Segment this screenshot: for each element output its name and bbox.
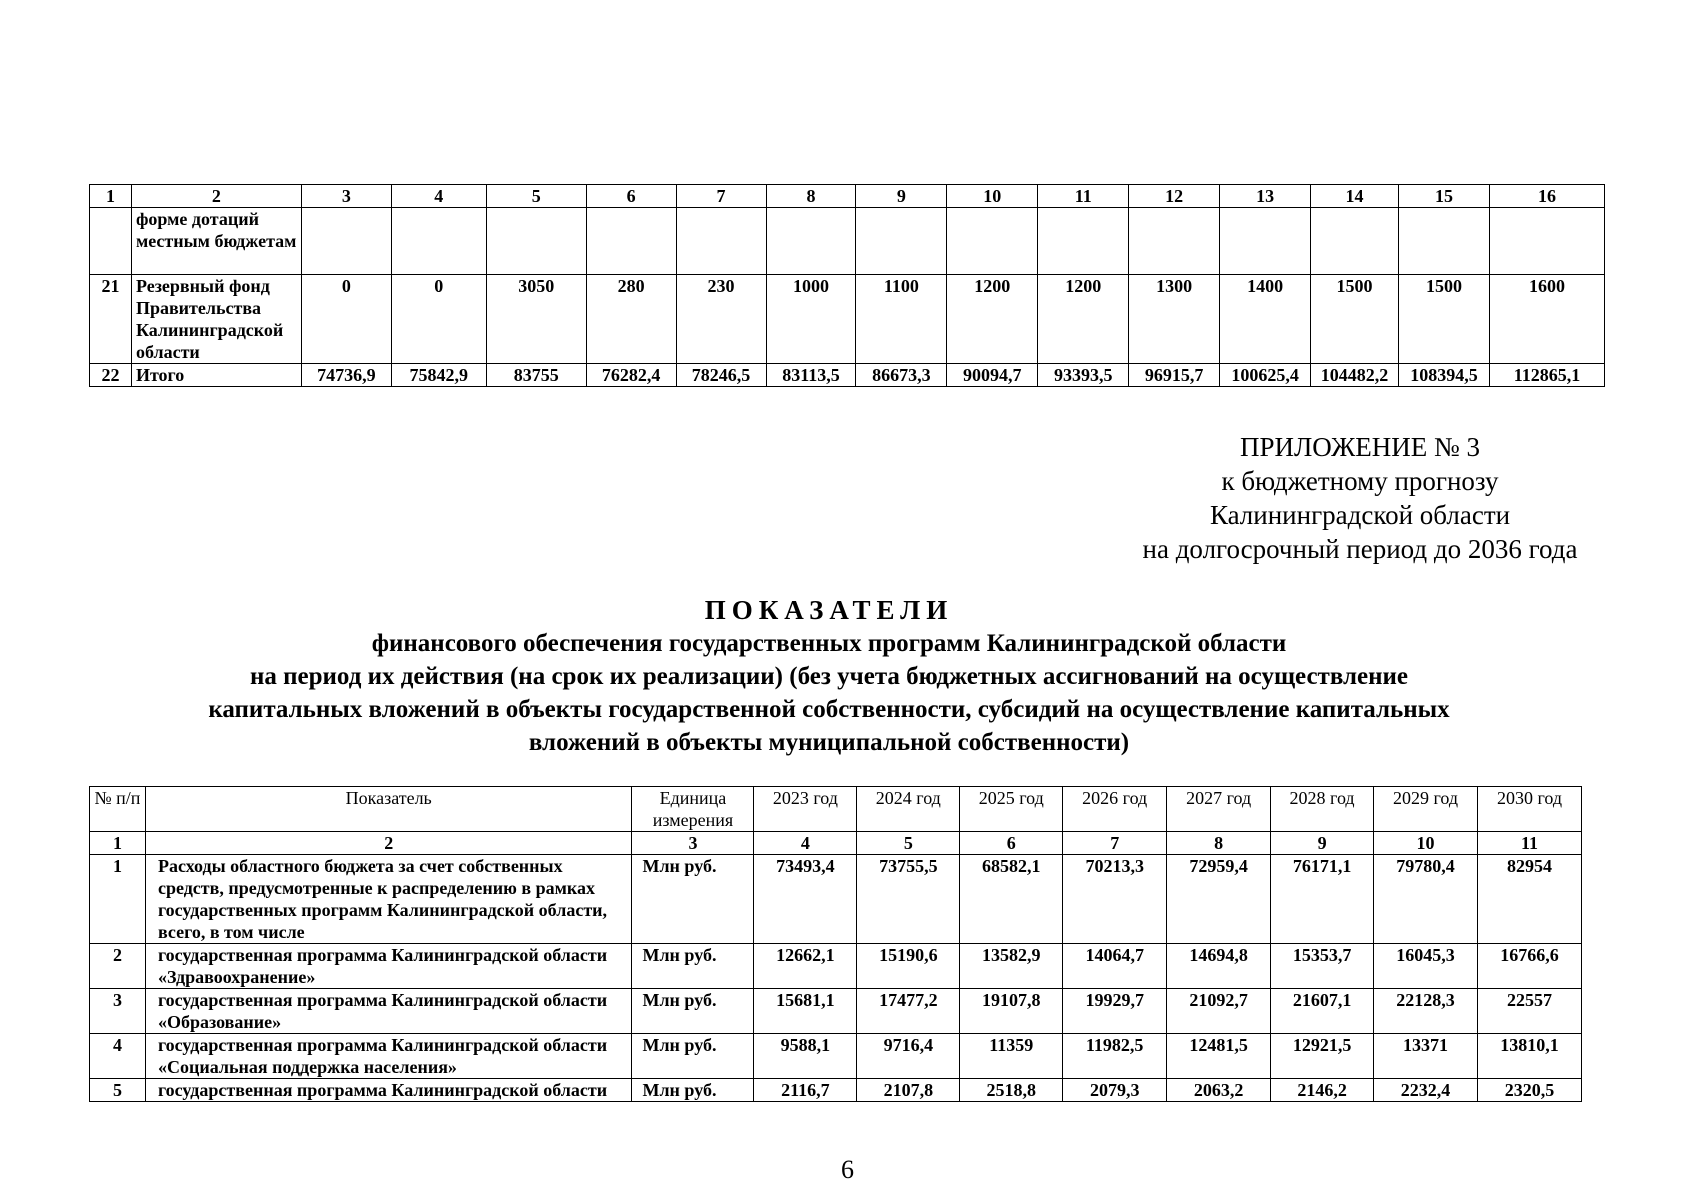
- value-cell: 0: [301, 275, 391, 364]
- value-cell: 1300: [1129, 275, 1220, 364]
- column-number: 8: [1167, 832, 1271, 855]
- value-cell: 74736,9: [301, 364, 391, 387]
- value-cell: 12481,5: [1167, 1034, 1271, 1079]
- continuation-table-body: [90, 185, 1605, 387]
- column-number: 5: [486, 185, 586, 208]
- appendix-line: на долгосрочный период до 2036 года: [1142, 534, 1578, 564]
- value-cell: [1220, 208, 1311, 275]
- value-cell: [301, 208, 391, 275]
- column-number: 1: [90, 185, 132, 208]
- column-number: 7: [1063, 832, 1167, 855]
- column-number: 9: [856, 185, 947, 208]
- value-cell: 90094,7: [947, 364, 1038, 387]
- value-cell: [1399, 208, 1490, 275]
- header-year: 2028 год: [1271, 787, 1374, 832]
- value-cell: 2079,3: [1063, 1079, 1167, 1102]
- value-cell: [1129, 208, 1220, 275]
- value-cell: 1000: [766, 275, 856, 364]
- document-heading: [89, 593, 1569, 759]
- value-cell: 1600: [1489, 275, 1604, 364]
- column-number: 4: [754, 832, 857, 855]
- column-number: 11: [1477, 832, 1581, 855]
- value-cell: 1500: [1311, 275, 1399, 364]
- value-cell: [947, 208, 1038, 275]
- value-cell: [766, 208, 856, 275]
- value-cell: 86673,3: [856, 364, 947, 387]
- row-label: Расходы областного бюджета за счет собственных средств, предусмотренные к распределению в рамках государственных программ Калининградской области, всего, в том числе: [145, 855, 632, 944]
- value-cell: 9716,4: [857, 1034, 960, 1079]
- heading-title: ПОКАЗАТЕЛИ: [704, 595, 954, 625]
- header-indicator: Показатель: [145, 787, 632, 832]
- value-cell: 17477,2: [857, 989, 960, 1034]
- column-number: 2: [131, 185, 301, 208]
- value-cell: 15681,1: [754, 989, 857, 1034]
- value-cell: 12662,1: [754, 944, 857, 989]
- page-number: 6: [841, 1155, 854, 1184]
- column-number: 4: [391, 185, 486, 208]
- table-row: [90, 944, 1582, 989]
- appendix-line: Калининградской области: [1209, 500, 1511, 530]
- header-num: № п/п: [90, 787, 146, 832]
- column-number: 10: [947, 185, 1038, 208]
- value-cell: [1489, 208, 1604, 275]
- row-label: форме дотаций местным бюджетам: [131, 208, 301, 275]
- value-cell: 11982,5: [1063, 1034, 1167, 1079]
- header-year: 2030 год: [1477, 787, 1581, 832]
- row-number: 1: [90, 855, 146, 944]
- value-cell: 13582,9: [960, 944, 1063, 989]
- header-year: 2024 год: [857, 787, 960, 832]
- table-row: [90, 275, 1605, 364]
- header-row: [90, 787, 1582, 832]
- value-cell: 19107,8: [960, 989, 1063, 1034]
- value-cell: 104482,2: [1311, 364, 1399, 387]
- value-cell: 70213,3: [1063, 855, 1167, 944]
- row-label: государственная программа Калининградской области: [145, 1079, 632, 1102]
- value-cell: 2320,5: [1477, 1079, 1581, 1102]
- value-cell: 13810,1: [1477, 1034, 1581, 1079]
- row-label: государственная программа Калининградской области «Здравоохранение»: [145, 944, 632, 989]
- table-row: [90, 1034, 1582, 1079]
- indicators-table-header: [90, 787, 1582, 832]
- header-year: 2026 год: [1063, 787, 1167, 832]
- value-cell: 73493,4: [754, 855, 857, 944]
- column-number: 12: [1129, 185, 1220, 208]
- row-unit: Млн руб.: [632, 944, 754, 989]
- value-cell: [676, 208, 766, 275]
- heading-line: капитальных вложений в объекты государственной собственности, субсидий на осуществление капитальных: [208, 696, 1450, 723]
- column-number: 3: [301, 185, 391, 208]
- value-cell: 73755,5: [857, 855, 960, 944]
- value-cell: 21092,7: [1167, 989, 1271, 1034]
- column-number: 2: [145, 832, 632, 855]
- indicators-table-body: [90, 832, 1582, 1102]
- value-cell: [1038, 208, 1129, 275]
- heading-line: на период их действия (на срок их реализации) (без учета бюджетных ассигнований на осуществление: [249, 663, 1409, 690]
- value-cell: 72959,4: [1167, 855, 1271, 944]
- value-cell: 14064,7: [1063, 944, 1167, 989]
- value-cell: 2116,7: [754, 1079, 857, 1102]
- header-year: 2027 год: [1167, 787, 1271, 832]
- appendix-block: [1100, 430, 1620, 566]
- value-cell: [1311, 208, 1399, 275]
- value-cell: 280: [586, 275, 676, 364]
- value-cell: 2063,2: [1167, 1079, 1271, 1102]
- column-number: 14: [1311, 185, 1399, 208]
- row-number: 21: [90, 275, 132, 364]
- value-cell: 21607,1: [1271, 989, 1374, 1034]
- column-number: 5: [857, 832, 960, 855]
- value-cell: 76282,4: [586, 364, 676, 387]
- value-cell: 16766,6: [1477, 944, 1581, 989]
- value-cell: 2107,8: [857, 1079, 960, 1102]
- value-cell: 83113,5: [766, 364, 856, 387]
- row-number: 4: [90, 1034, 146, 1079]
- value-cell: 76171,1: [1271, 855, 1374, 944]
- column-number: 9: [1271, 832, 1374, 855]
- value-cell: 108394,5: [1399, 364, 1490, 387]
- value-cell: 15353,7: [1271, 944, 1374, 989]
- value-cell: 1200: [1038, 275, 1129, 364]
- value-cell: 11359: [960, 1034, 1063, 1079]
- value-cell: 16045,3: [1374, 944, 1478, 989]
- row-number: 5: [90, 1079, 146, 1102]
- value-cell: [856, 208, 947, 275]
- value-cell: 100625,4: [1220, 364, 1311, 387]
- row-number: 22: [90, 364, 132, 387]
- value-cell: 112865,1: [1489, 364, 1604, 387]
- value-cell: [391, 208, 486, 275]
- header-year: 2025 год: [960, 787, 1063, 832]
- continuation-table: [89, 184, 1605, 387]
- value-cell: 1100: [856, 275, 947, 364]
- value-cell: 2146,2: [1271, 1079, 1374, 1102]
- row-unit: Млн руб.: [632, 989, 754, 1034]
- value-cell: 75842,9: [391, 364, 486, 387]
- column-number: 16: [1489, 185, 1604, 208]
- value-cell: 13371: [1374, 1034, 1478, 1079]
- column-number: 13: [1220, 185, 1311, 208]
- header-unit: Единица измерения: [632, 787, 754, 832]
- row-label: Резервный фонд Правительства Калининградской области: [131, 275, 301, 364]
- value-cell: 12921,5: [1271, 1034, 1374, 1079]
- value-cell: [586, 208, 676, 275]
- column-number-row: [90, 832, 1582, 855]
- value-cell: 79780,4: [1374, 855, 1478, 944]
- value-cell: [486, 208, 586, 275]
- value-cell: 68582,1: [960, 855, 1063, 944]
- column-number-row: [90, 185, 1605, 208]
- row-number: [90, 208, 132, 275]
- value-cell: 14694,8: [1167, 944, 1271, 989]
- value-cell: 15190,6: [857, 944, 960, 989]
- row-unit: Млн руб.: [632, 1079, 754, 1102]
- row-unit: Млн руб.: [632, 855, 754, 944]
- row-label: государственная программа Калининградской области «Социальная поддержка населения»: [145, 1034, 632, 1079]
- value-cell: 22557: [1477, 989, 1581, 1034]
- value-cell: 2518,8: [960, 1079, 1063, 1102]
- column-number: 11: [1038, 185, 1129, 208]
- header-year: 2023 год: [754, 787, 857, 832]
- table-row: [90, 989, 1582, 1034]
- table-row: [90, 855, 1582, 944]
- value-cell: 230: [676, 275, 766, 364]
- value-cell: 83755: [486, 364, 586, 387]
- column-number: 6: [586, 185, 676, 208]
- value-cell: 1200: [947, 275, 1038, 364]
- value-cell: 22128,3: [1374, 989, 1478, 1034]
- row-unit: Млн руб.: [632, 1034, 754, 1079]
- value-cell: 0: [391, 275, 486, 364]
- row-number: 2: [90, 944, 146, 989]
- value-cell: 1400: [1220, 275, 1311, 364]
- value-cell: 19929,7: [1063, 989, 1167, 1034]
- column-number: 7: [676, 185, 766, 208]
- value-cell: 3050: [486, 275, 586, 364]
- heading-line: финансового обеспечения государственных программ Калининградской области: [371, 630, 1287, 657]
- value-cell: 78246,5: [676, 364, 766, 387]
- row-label: государственная программа Калининградской области «Образование»: [145, 989, 632, 1034]
- column-number: 8: [766, 185, 856, 208]
- header-year: 2029 год: [1374, 787, 1478, 832]
- value-cell: 96915,7: [1129, 364, 1220, 387]
- column-number: 1: [90, 832, 146, 855]
- value-cell: 93393,5: [1038, 364, 1129, 387]
- appendix-line: ПРИЛОЖЕНИЕ № 3: [1239, 432, 1481, 462]
- value-cell: 9588,1: [754, 1034, 857, 1079]
- column-number: 15: [1399, 185, 1490, 208]
- row-number: 3: [90, 989, 146, 1034]
- table-row: [90, 364, 1605, 387]
- table-row: [90, 208, 1605, 275]
- appendix-line: к бюджетному прогнозу: [1221, 466, 1499, 496]
- column-number: 10: [1374, 832, 1478, 855]
- column-number: 3: [632, 832, 754, 855]
- table-row: [90, 1079, 1582, 1102]
- value-cell: 82954: [1477, 855, 1581, 944]
- column-number: 6: [960, 832, 1063, 855]
- value-cell: 1500: [1399, 275, 1490, 364]
- value-cell: 2232,4: [1374, 1079, 1478, 1102]
- indicators-table: [89, 786, 1582, 1102]
- row-label: Итого: [131, 364, 301, 387]
- heading-line: вложений в объекты муниципальной собственности): [528, 729, 1130, 756]
